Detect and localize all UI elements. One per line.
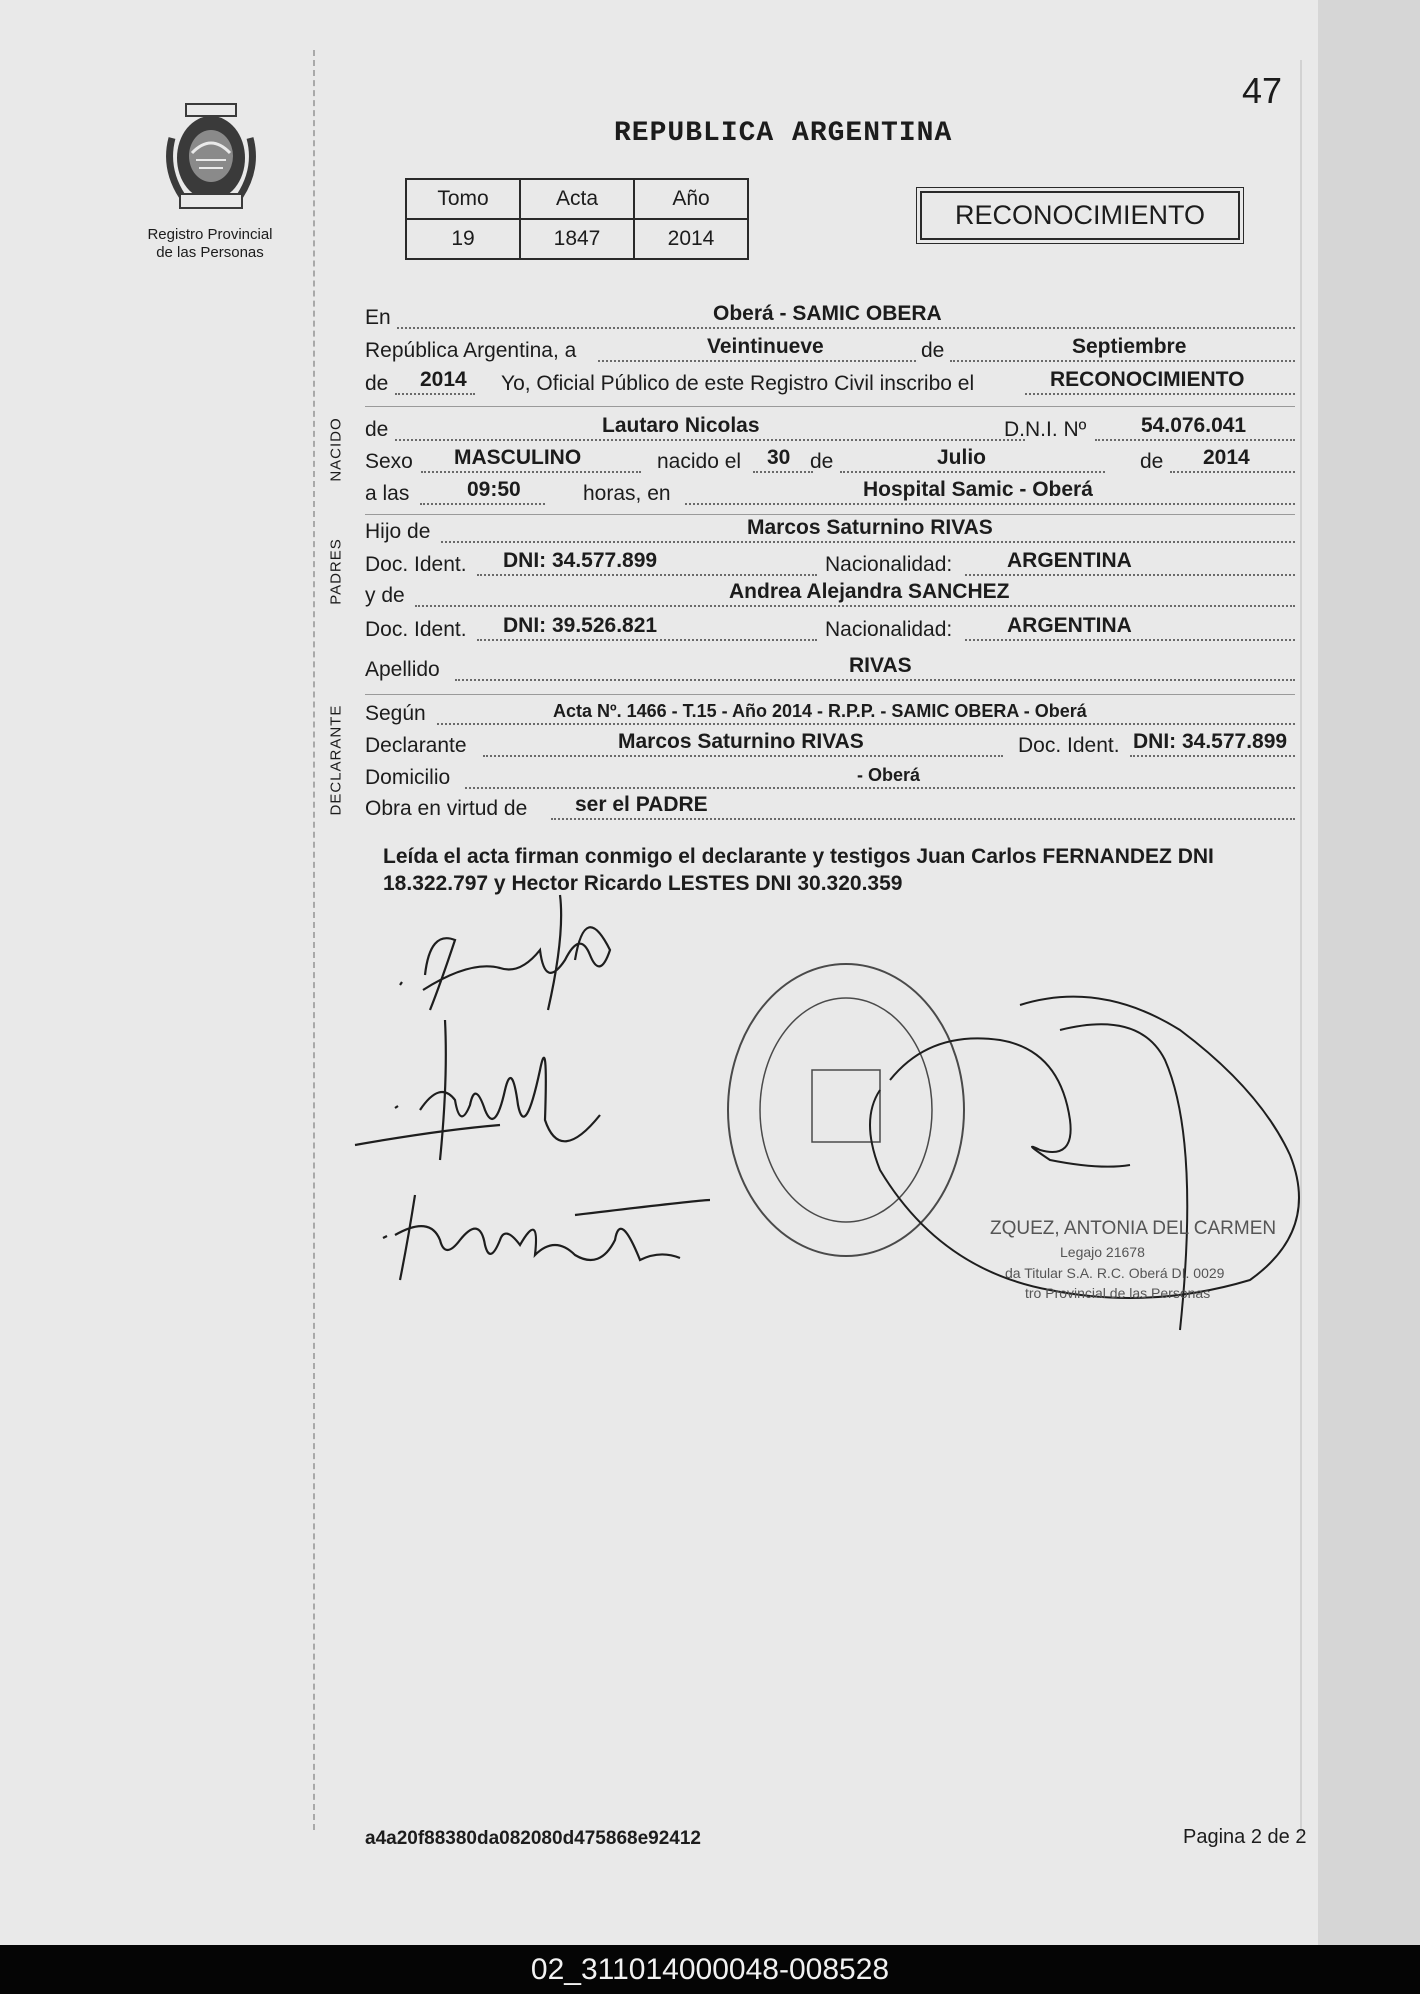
value-dni: 54.076.041 bbox=[1141, 414, 1247, 437]
official-stamp-line2: Legajo 21678 bbox=[1060, 1244, 1145, 1260]
label-sexo: Sexo bbox=[365, 450, 413, 473]
value-padre: Marcos Saturnino RIVAS bbox=[747, 516, 993, 539]
signature-declarante bbox=[400, 895, 610, 1010]
value-madre-nacionalidad: ARGENTINA bbox=[1007, 614, 1132, 637]
label-horas-en: horas, en bbox=[583, 482, 671, 505]
label-en: En bbox=[365, 306, 391, 329]
document-type-box: RECONOCIMIENTO bbox=[920, 191, 1240, 240]
official-stamp-line1: ZQUEZ, ANTONIA DEL CARMEN bbox=[990, 1218, 1277, 1239]
label-declarante: Declarante bbox=[365, 734, 467, 757]
acta-value: 1847 bbox=[520, 219, 634, 259]
label-apellido: Apellido bbox=[365, 658, 440, 681]
official-stamp-line4: tro Provincial de las Personas bbox=[1025, 1285, 1211, 1301]
value-tipo-inscripcion: RECONOCIMIENTO bbox=[1050, 368, 1245, 391]
value-anio-nacimiento: 2014 bbox=[1203, 446, 1250, 469]
label-republica: República Argentina, a bbox=[365, 339, 577, 362]
signature-testigo-2 bbox=[383, 1195, 710, 1280]
signature-testigo-1 bbox=[355, 1020, 600, 1160]
file-id: 02_311014000048-008528 bbox=[530, 1953, 890, 1986]
value-domicilio: - Oberá bbox=[857, 765, 921, 785]
tomo-header: Tomo bbox=[406, 179, 520, 219]
label-de-anio-nacimiento: de bbox=[1140, 450, 1164, 473]
value-dia-nacimiento: 30 bbox=[767, 446, 791, 469]
label-segun: Según bbox=[365, 702, 426, 725]
value-lugar: Oberá - SAMIC OBERA bbox=[713, 302, 942, 325]
label-doc-ident-declarante: Doc. Ident. bbox=[1018, 734, 1120, 757]
label-nacionalidad: Nacionalidad: bbox=[825, 618, 953, 641]
official-stamp-line3: da Titular S.A. R.C. Oberá DI. 0029 bbox=[1005, 1265, 1225, 1281]
label-doc-ident: Doc. Ident. bbox=[365, 618, 467, 641]
label-nacido-el: nacido el bbox=[657, 450, 742, 473]
value-nombre: Lautaro Nicolas bbox=[602, 414, 760, 437]
value-padre-nacionalidad: ARGENTINA bbox=[1007, 549, 1132, 572]
registry-caption-line2: de las Personas bbox=[156, 244, 264, 261]
value-declarante: Marcos Saturnino RIVAS bbox=[618, 730, 864, 753]
registry-oval-stamp bbox=[728, 964, 964, 1256]
label-hijo-de: Hijo de bbox=[365, 520, 431, 543]
section-nacido: NACIDO bbox=[327, 417, 345, 482]
registry-caption-line1: Registro Provincial bbox=[147, 226, 273, 243]
acta-header: Acta bbox=[520, 179, 634, 219]
label-dni: D.N.I. Nº bbox=[1004, 418, 1087, 441]
anio-header: Año bbox=[634, 179, 748, 219]
label-oficial: Yo, Oficial Público de este Registro Civil inscribo el bbox=[501, 372, 975, 395]
anio-value: 2014 bbox=[634, 219, 748, 259]
label-nacionalidad: Nacionalidad: bbox=[825, 553, 953, 576]
value-anio: 2014 bbox=[420, 368, 467, 391]
label-doc-ident: Doc. Ident. bbox=[365, 553, 467, 576]
label-de-nombre: de bbox=[365, 418, 389, 441]
section-padres: PADRES bbox=[327, 538, 345, 605]
label-domicilio: Domicilio bbox=[365, 766, 451, 789]
value-madre-doc: DNI: 39.526.821 bbox=[503, 614, 658, 637]
label-de-mes: de bbox=[810, 450, 834, 473]
value-mes-nacimiento: Julio bbox=[937, 446, 987, 469]
tomo-value: 19 bbox=[406, 219, 520, 259]
official-stamp-text bbox=[990, 1218, 1276, 1301]
document-hash: a4a20f88380da082080d475868e92412 bbox=[365, 1828, 701, 1849]
label-a-las: a las bbox=[365, 482, 410, 505]
value-dia: Veintinueve bbox=[707, 335, 824, 358]
label-de-anio: de bbox=[365, 372, 389, 395]
file-id-bar bbox=[0, 1945, 1420, 1994]
closing-statement: Leída el acta firman conmigo el declarante y testigos Juan Carlos FERNANDEZ DNI 18.322.797 y Hector Ricardo LESTES DNI 30.320.359 bbox=[383, 845, 1214, 895]
section-declarante: DECLARANTE bbox=[327, 704, 345, 816]
document-title: REPUBLICA ARGENTINA bbox=[614, 118, 953, 149]
value-segun: Acta Nº. 1466 - T.15 - Año 2014 - R.P.P. - SAMIC OBERA - Oberá bbox=[553, 701, 1087, 721]
value-mes: Septiembre bbox=[1072, 335, 1187, 358]
value-declarante-doc: DNI: 34.577.899 bbox=[1133, 730, 1288, 753]
pagination-label: Pagina 2 de 2 bbox=[1183, 1826, 1307, 1848]
value-lugar-nacimiento: Hospital Samic - Oberá bbox=[863, 478, 1093, 501]
value-obra: ser el PADRE bbox=[575, 793, 708, 816]
value-apellido: RIVAS bbox=[849, 654, 912, 677]
label-de: de bbox=[921, 339, 945, 362]
label-y-de: y de bbox=[365, 584, 405, 607]
value-sexo: MASCULINO bbox=[454, 446, 582, 469]
page-number: 47 bbox=[1242, 70, 1283, 111]
value-padre-doc: DNI: 34.577.899 bbox=[503, 549, 658, 572]
label-obra: Obra en virtud de bbox=[365, 797, 528, 820]
value-madre: Andrea Alejandra SANCHEZ bbox=[729, 580, 1010, 603]
value-hora: 09:50 bbox=[467, 478, 521, 501]
